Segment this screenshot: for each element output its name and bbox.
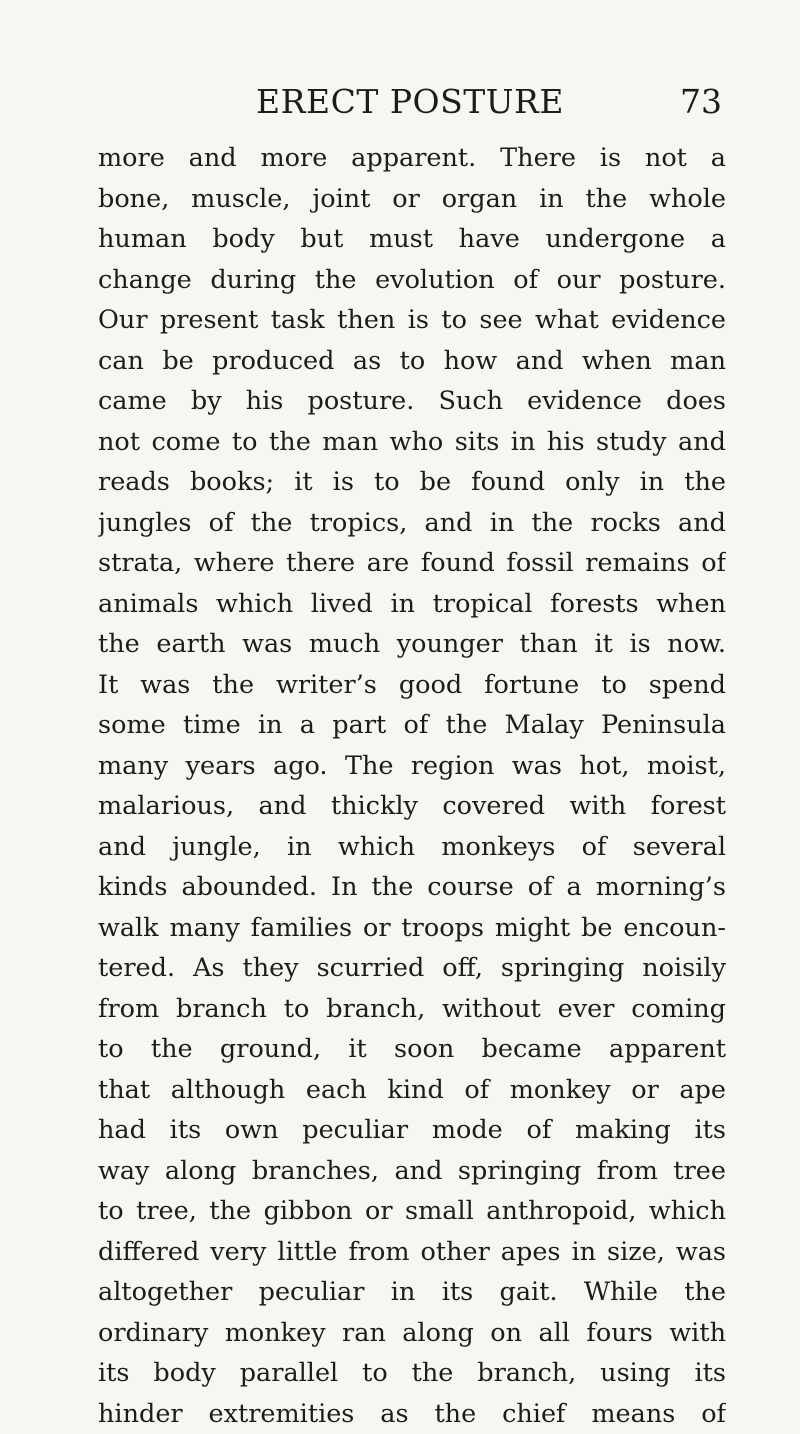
text-line: many years ago. The region was hot, moist, — [98, 746, 726, 787]
text-line: not come to the man who sits in his study and — [98, 422, 726, 463]
text-line: more and more apparent. There is not a — [98, 138, 726, 179]
text-line: hinder extremities as the chief means of — [98, 1394, 726, 1434]
text-line: to tree, the gibbon or small anthropoid, which — [98, 1191, 726, 1232]
text-line: came by his posture. Such evidence does — [98, 381, 726, 422]
text-line: altogether peculiar in its gait. While the — [98, 1272, 726, 1313]
text-line: tered. As they scurried off, springing noisily — [98, 948, 726, 989]
text-line: that although each kind of monkey or ape — [98, 1070, 726, 1111]
text-line: It was the writer’s good fortune to spend — [98, 665, 726, 706]
chapter-title: ERECT POSTURE — [98, 82, 722, 122]
text-line: the earth was much younger than it is now. — [98, 624, 726, 665]
text-line: its body parallel to the branch, using its — [98, 1353, 726, 1394]
text-line: some time in a part of the Malay Peninsula — [98, 705, 726, 746]
text-line: change during the evolution of our posture. — [98, 260, 726, 301]
text-line: jungles of the tropics, and in the rocks and — [98, 503, 726, 544]
text-line: animals which lived in tropical forests when — [98, 584, 726, 625]
text-line: kinds abounded. In the course of a morning’s — [98, 867, 726, 908]
text-line: way along branches, and springing from tree — [98, 1151, 726, 1192]
text-line: reads books; it is to be found only in the — [98, 462, 726, 503]
page-number: 73 — [680, 82, 722, 122]
text-line: Our present task then is to see what evidence — [98, 300, 726, 341]
text-line: can be produced as to how and when man — [98, 341, 726, 382]
text-line: ordinary monkey ran along on all fours with — [98, 1313, 726, 1354]
text-line: differed very little from other apes in size, was — [98, 1232, 726, 1273]
text-line: walk many families or troops might be encoun- — [98, 908, 726, 949]
text-line: malarious, and thickly covered with forest — [98, 786, 726, 827]
text-line: had its own peculiar mode of making its — [98, 1110, 726, 1151]
text-line: to the ground, it soon became apparent — [98, 1029, 726, 1070]
body-text — [98, 138, 726, 1434]
text-line: bone, muscle, joint or organ in the whole — [98, 179, 726, 220]
text-line: strata, where there are found fossil remains of — [98, 543, 726, 584]
text-line: human body but must have undergone a — [98, 219, 726, 260]
text-line: from branch to branch, without ever coming — [98, 989, 726, 1030]
text-line: and jungle, in which monkeys of several — [98, 827, 726, 868]
running-head — [98, 82, 722, 126]
